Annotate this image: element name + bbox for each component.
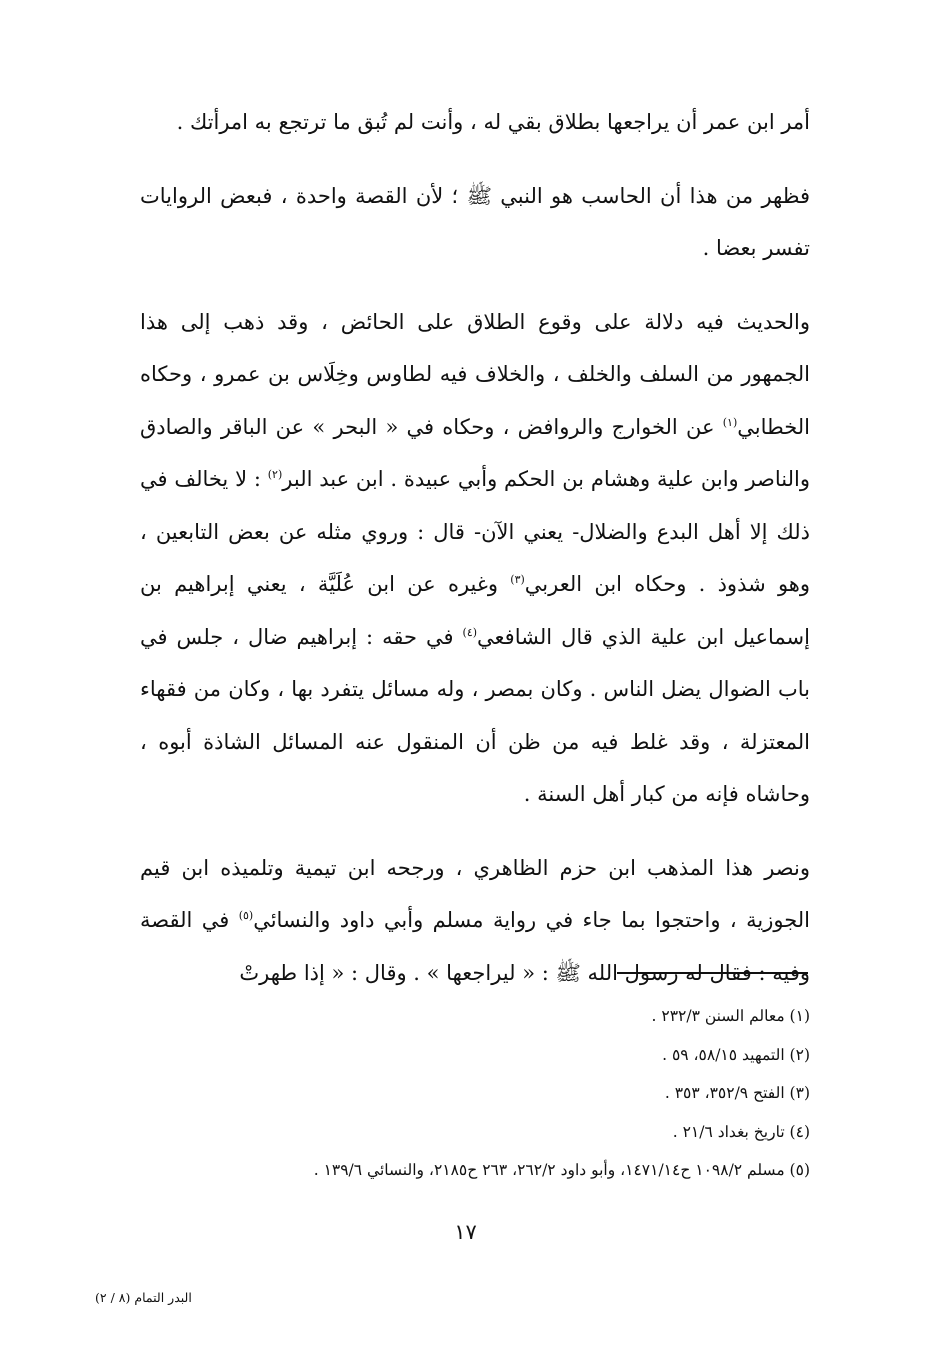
footnote-reference: (٣) xyxy=(510,573,525,586)
paragraph xyxy=(140,842,810,1000)
page-number: ١٧ xyxy=(454,1220,477,1244)
footnote: (٣) الفتح ٣٥٢/٩، ٣٥٣ . xyxy=(664,1084,810,1102)
footnote-reference: (٢) xyxy=(267,468,283,481)
footnote-reference: (١) xyxy=(722,415,738,429)
text-segment: عن الخوارج والروافض ، وحكاه في « البحر » عن الباقر والصادق والناصر وابن علية وهشام بن الحكم وأبي عبيدة . ابن عبد البر xyxy=(140,414,810,491)
paragraph xyxy=(140,170,810,275)
text-segment: في حقه : إبراهيم ضال ، جلس في باب الضوال يضل الناس . وكان بمصر ، وله مسائل يتفرد بها ، وكان من فقهاء المعتزلة ، وقد غلط فيه من ظن أن المنقول عنه المسائل الشاذة أبوه ، وحاشاه فإنه من كبار أهل السنة . xyxy=(140,624,810,806)
text-segment: في القصة وفيه : فقال له رسول الله ﷺ : « ليراجعها » . وقال : « إذا طهرتْ xyxy=(140,908,810,985)
footnote: (٥) مسلم ١٠٩٨/٢ ح١٤٧١/١٤، وأبو داود ٢٦٢/٢، ٢٦٣ ح٢١٨٥، والنسائي ١٣٩/٦ . xyxy=(313,1161,810,1179)
footnote: (٤) تاريخ بغداد ٢١/٦ . xyxy=(672,1122,810,1141)
footnote-separator xyxy=(617,972,808,974)
running-footer: البدر التمام (٨ / ٢) xyxy=(95,1290,192,1305)
text-segment: فظهر من هذا أن الحاسب هو النبي ﷺ ؛ لأن القصة واحدة ، فبعض الروايات تفسر بعضا . xyxy=(140,183,810,260)
text-segment: وغيره عن ابن عُلَيَّة ، يعني إبراهيم بن إسماعيل ابن علية الذي قال الشافعي xyxy=(140,572,810,649)
footnotes xyxy=(140,997,810,1190)
footnote: (٢) التمهيد ٥٨/١٥، ٥٩ . xyxy=(662,1045,810,1064)
text-segment: ونصر هذا المذهب ابن حزم الظاهري ، ورجحه ابن تيمية وتلميذه ابن قيم الجوزية ، واحتجوا بما جاء في رواية مسلم وأبي داود والنسائي xyxy=(140,855,810,932)
text-segment: : لا يخالف في ذلك إلا أهل البدع والضلال- يعني الآن- قال : وروي مثله عن بعض التابعين ، وهو شذوذ . وحكاه ابن العربي xyxy=(140,467,811,596)
paragraph xyxy=(140,96,810,149)
text-segment: أمر ابن عمر أن يراجعها بطلاق بقي له ، وأنت لم تُبق ما ترتجع به امرأتك . xyxy=(176,110,810,134)
paragraph xyxy=(140,296,810,821)
footnote-reference: (٥) xyxy=(238,909,254,922)
footnote-reference: (٤) xyxy=(462,625,478,639)
footnote: (١) معالم السنن ٢٣٢/٣ . xyxy=(651,1007,810,1025)
main-text xyxy=(140,96,810,999)
text-segment: والحديث فيه دلالة على وقوع الطلاق على الحائض ، وقد ذهب إلى هذا الجمهور من السلف والخلف ، والخلاف فيه لطاوس وخِلَاس بن عمرو ، وحكاه الخطابي xyxy=(140,309,810,439)
